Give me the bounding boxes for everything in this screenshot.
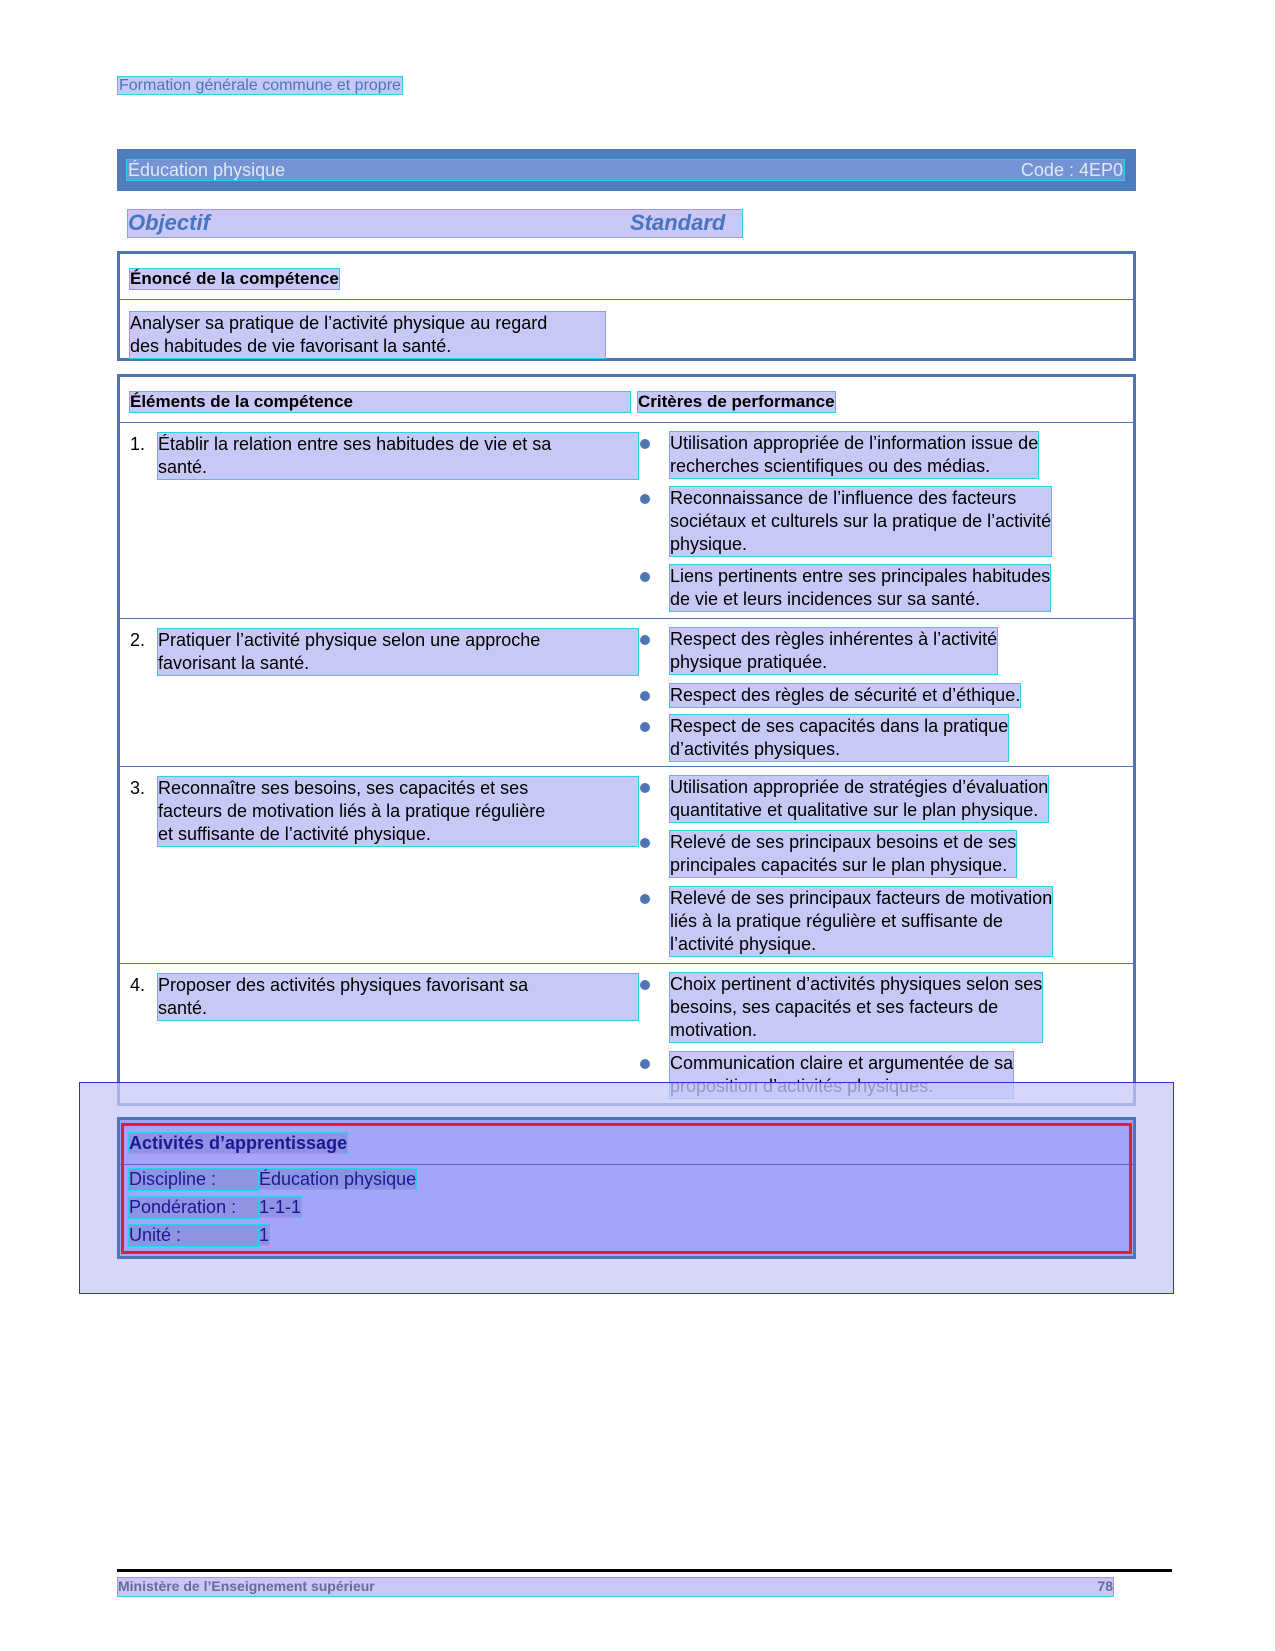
criterion-text bbox=[670, 831, 1016, 877]
bullet-icon bbox=[640, 722, 650, 732]
selected-region-outline bbox=[121, 1123, 1132, 1254]
bullet-icon bbox=[640, 572, 650, 582]
element-text bbox=[158, 629, 638, 675]
criterion-line: sociétaux et culturels sur la pratique de l’activité bbox=[670, 511, 1052, 531]
course-title: Éducation physique bbox=[128, 160, 286, 180]
criterion-line: principales capacités sur le plan physique. bbox=[670, 855, 1008, 875]
element-number: 4. bbox=[130, 975, 146, 995]
criterion-line: de vie et leurs incidences sur sa santé. bbox=[670, 589, 981, 609]
divider bbox=[120, 963, 1133, 964]
bullet-icon bbox=[640, 838, 650, 848]
statement-line: Analyser sa pratique de l’activité physique au regard bbox=[130, 313, 548, 333]
ponderation-value: 1-1-1 bbox=[259, 1197, 302, 1217]
criterion-line: physique pratiquée. bbox=[670, 652, 828, 672]
criterion-line: recherches scientifiques ou des médias. bbox=[670, 456, 991, 476]
element-line: santé. bbox=[158, 457, 208, 477]
unite-value: 1 bbox=[259, 1225, 270, 1245]
criterion-line: quantitative et qualitative sur le plan physique. bbox=[670, 800, 1039, 820]
col-header-elements: Éléments de la compétence bbox=[130, 392, 630, 412]
criterion-line: Respect des règles inhérentes à l’activité bbox=[670, 629, 998, 649]
document-section-title bbox=[118, 77, 402, 95]
standard-label: Standard bbox=[630, 210, 726, 235]
criterion-line: Relevé de ses principaux facteurs de motivation bbox=[670, 888, 1053, 908]
bullet-icon bbox=[640, 783, 650, 793]
discipline-value: Éducation physique bbox=[259, 1169, 417, 1189]
divider bbox=[120, 618, 1133, 619]
competence-heading: Énoncé de la compétence bbox=[130, 269, 339, 288]
element-text bbox=[158, 974, 638, 1020]
page-footer bbox=[118, 1578, 1113, 1596]
element-line: Établir la relation entre ses habitudes de vie et sa bbox=[158, 434, 552, 454]
element-line: Reconnaître ses besoins, ses capacités et ses bbox=[158, 778, 529, 798]
criterion-line: Communication claire et argumentée de sa bbox=[670, 1053, 1014, 1073]
divider bbox=[120, 422, 1133, 423]
footer-ministry: Ministère de l’Enseignement supérieur bbox=[118, 1578, 375, 1594]
criterion-text bbox=[670, 715, 1008, 761]
criterion-line: d’activités physiques. bbox=[670, 739, 841, 759]
criterion-text bbox=[670, 776, 1048, 822]
course-code: Code : 4EP0 bbox=[1020, 160, 1123, 180]
criterion-line: Utilisation appropriée de l’information issue de bbox=[670, 433, 1039, 453]
criterion-line: motivation. bbox=[670, 1020, 758, 1040]
element-line: et suffisante de l’activité physique. bbox=[158, 824, 431, 844]
divider bbox=[120, 766, 1133, 767]
criterion-text bbox=[670, 973, 1042, 1042]
bullet-icon bbox=[640, 894, 650, 904]
criterion-line: Utilisation appropriée de stratégies d’évaluation bbox=[670, 777, 1049, 797]
bullet-icon bbox=[640, 1059, 650, 1069]
criterion-line: besoins, ses capacités et ses facteurs de bbox=[670, 997, 999, 1017]
objective-label: Objectif bbox=[128, 210, 210, 235]
footer-rule bbox=[117, 1569, 1172, 1572]
element-line: facteurs de motivation liés à la pratique régulière bbox=[158, 801, 546, 821]
criterion-text bbox=[670, 487, 1051, 556]
bullet-icon bbox=[640, 691, 650, 701]
col-header-criteria: Critères de performance bbox=[638, 392, 835, 411]
element-line: Proposer des activités physiques favorisant sa bbox=[158, 975, 529, 995]
ponderation-label: Pondération : bbox=[129, 1197, 259, 1218]
competence-statement bbox=[130, 312, 605, 358]
discipline-label: Discipline : bbox=[129, 1169, 259, 1190]
competence-statement-box bbox=[117, 251, 1136, 361]
criterion-line: physique. bbox=[670, 534, 748, 554]
bullet-icon bbox=[640, 635, 650, 645]
activities-heading-text: Activités d’apprentissage bbox=[129, 1133, 348, 1153]
element-number: 1. bbox=[130, 434, 146, 454]
statement-line: des habitudes de vie favorisant la santé. bbox=[130, 336, 452, 356]
criterion-line: Choix pertinent d’activités physiques selon ses bbox=[670, 974, 1043, 994]
criterion-line: Reconnaissance de l’influence des facteurs bbox=[670, 488, 1017, 508]
element-number: 2. bbox=[130, 630, 146, 650]
objective-standard-row bbox=[128, 210, 742, 237]
section-title-text: Formation générale commune et propre bbox=[119, 77, 401, 94]
element-number: 3. bbox=[130, 778, 146, 798]
bullet-icon bbox=[640, 439, 650, 449]
criterion-line: Respect des règles de sécurité et d’éthique. bbox=[670, 685, 1021, 705]
element-line: favorisant la santé. bbox=[158, 653, 310, 673]
divider bbox=[120, 299, 1133, 300]
element-text bbox=[158, 777, 638, 846]
element-text bbox=[158, 433, 638, 479]
criterion-line: liés à la pratique régulière et suffisante de bbox=[670, 911, 1003, 931]
criterion-text bbox=[670, 684, 1020, 707]
bullet-icon bbox=[640, 494, 650, 504]
bullet-icon bbox=[640, 980, 650, 990]
criterion-line: l’activité physique. bbox=[670, 934, 817, 954]
element-line: santé. bbox=[158, 998, 208, 1018]
criterion-line: Relevé de ses principaux besoins et de ses bbox=[670, 832, 1017, 852]
criterion-text bbox=[670, 565, 1050, 611]
element-line: Pratiquer l’activité physique selon une approche bbox=[158, 630, 541, 650]
criterion-text bbox=[670, 887, 1052, 956]
criterion-line: Respect de ses capacités dans la pratique bbox=[670, 716, 1009, 736]
course-header-band bbox=[117, 149, 1136, 191]
elements-criteria-table bbox=[117, 374, 1136, 1106]
footer-page-number: 78 bbox=[1097, 1578, 1113, 1594]
criterion-text bbox=[670, 628, 997, 674]
unite-label: Unité : bbox=[129, 1225, 259, 1246]
criterion-text bbox=[670, 432, 1038, 478]
criterion-line: Liens pertinents entre ses principales habitudes bbox=[670, 566, 1051, 586]
